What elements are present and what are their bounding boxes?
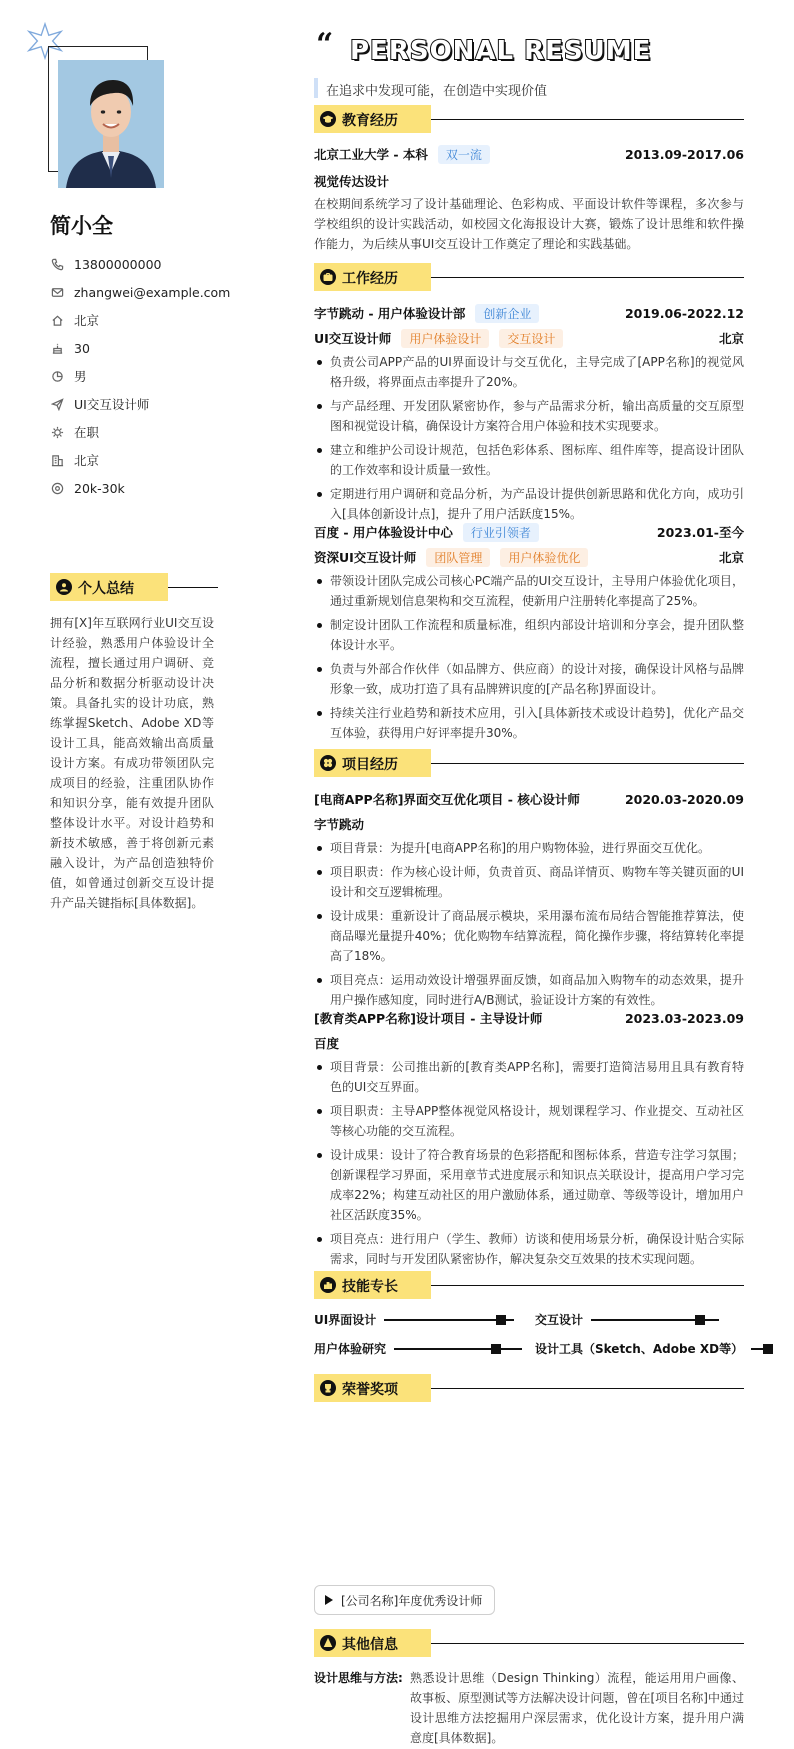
chart-icon [320,1277,336,1293]
job-2-company-row [314,522,744,542]
job-1-company: 字节跳动 - 用户体验设计部 [314,306,466,321]
project-2-date: 2023.03-2023.09 [624,1010,744,1026]
info-location-text: 北京 [74,313,100,328]
other-label: 设计思维与方法: [314,1671,403,1685]
job-1-role-row [314,328,744,348]
list-item: 项目亮点：进行用户（学生、教师）访谈和使用场景分析，确保设计贴合实际需求，同时与开发团队紧密协作，解决复杂交互效果的技术实现问题。 [314,1229,744,1269]
education-major-row [314,171,744,191]
play-icon [325,1595,333,1605]
info-position [50,390,240,418]
project-1-org-row [314,814,744,834]
project-2-org: 百度 [314,1036,340,1051]
job-1-role-tag: 交互设计 [499,329,563,348]
list-item: 负责与外部合作伙伴（如品牌方、供应商）的设计对接，确保设计风格与品牌形象一致，成功打造了具有品牌辨识度的[产品名称]界面设计。 [314,659,744,699]
projects-section-header [314,749,744,777]
work-title: 工作经历 [342,271,398,287]
projects-header-line [431,763,744,764]
briefcase-icon [320,269,336,285]
job-2-role-tag: 团队管理 [426,548,490,567]
list-item: 项目背景：公司推出新的[教育类APP名称]，需要打造简洁易用且具有教育特色的UI交互界面。 [314,1057,744,1097]
age-icon [50,341,64,355]
phone-icon [50,257,64,271]
job-1-bullets [314,352,744,528]
list-item: 设计成果：重新设计了商品展示模块，采用瀑布流布局结合智能推荐算法，使商品曝光量提升40%；优化购物车结算流程，简化操作步骤，将结算转化率提高了18%。 [314,906,744,966]
education-tag: 双一流 [438,145,490,164]
info-age [50,334,240,362]
info-age-text: 30 [74,340,90,356]
job-2-company: 百度 - 用户体验设计中心 [314,525,453,540]
job-2-role-row [314,547,744,567]
info-icon [320,1635,336,1651]
other-header-line [431,1643,744,1644]
mail-icon [50,285,64,299]
education-description: 在校期间系统学习了设计基础理论、色彩构成、平面设计软件等课程，多次参与学校组织的设计实践活动，如校园文化海报设计大赛，锻炼了设计思维和软件操作能力，为后续从事UI交互设计工作奠定了理论和实践基础。 [314,197,744,251]
awards-header-line [431,1388,744,1389]
list-item: 设计成果：设计了符合教育场景的色彩搭配和图标体系，营造专注学习氛围；创新课程学习界面，采用章节式进度展示和知识点关联设计，提高用户学习完成率22%；构建互动社区的用户激励体系，通过勋章、等级等设计，增加用户社区活跃度35%。 [314,1145,744,1225]
skills-header-line [431,1285,744,1286]
skill-bar [751,1348,769,1350]
project-1-org: 字节跳动 [314,817,365,832]
sidebar [0,0,240,1749]
education-row [314,144,744,164]
grid-icon [320,755,336,771]
project-1-bullets [314,838,744,1014]
info-salary [50,474,240,502]
info-work-city [50,446,240,474]
project-1-name: [电商APP名称]界面交互优化项目 - 核心设计师 [314,792,580,807]
skill-level-knob [695,1315,705,1325]
job-1-company-tag: 创新企业 [475,304,539,323]
summary-section-header [50,573,218,601]
other-text: 熟悉设计思维（Design Thinking）流程，能运用用户画像、故事板、原型测试等方法解决设计问题，曾在[项目名称]中通过设计思维方法挖掘用户深层需求，优化设计方案，提升用户满意度[具体数据]。 [410,1671,744,1745]
list-item: 项目职责：主导APP整体视觉风格设计，规划课程学习、作业提交、互动社区等核心功能的交互流程。 [314,1101,744,1141]
info-work-city-text: 北京 [74,453,100,468]
awards-section-header [314,1374,744,1402]
project-2-org-row [314,1033,744,1053]
info-phone [50,250,240,278]
education-title: 教育经历 [342,113,398,129]
other-section-header [314,1629,744,1657]
job-2-company-tag: 行业引领者 [463,523,539,542]
skill-level-knob [496,1315,506,1325]
skill-name: UI界面设计 [314,1313,377,1327]
work-header-line [431,277,744,278]
summary-text: 拥有[X]年互联网行业UI交互设计经验，熟悉用户体验设计全流程，擅长通过用户调研、竞品分析和数据分析驱动设计决策。具备扎实的设计功底，熟练掌握Sketch、Adobe XD等设计工具，能高效输出高质量设计方案。有成功带领团队完成项目的经验，注重团队协作和知识分享，能有效提升团队整体设计水平。对设计趋势和新技术敏感，善于将创新元素融入设计，为产品创造独特价值，如曾通过创新交互设计提升产品关键指标[具体数据]。 [50,616,214,910]
home-icon [50,313,64,327]
list-item: 与产品经理、开发团队紧密协作，参与产品需求分析，输出高质量的交互原型图和视觉设计稿，确保设计方案符合用户体验和技术实现要求。 [314,396,744,436]
motto-text: 在追求中发现可能，在创造中实现价值 [326,84,548,99]
info-gender-text: 男 [74,369,87,384]
skill-item [535,1311,719,1328]
project-2-name: [教育类APP名称]设计项目 - 主导设计师 [314,1011,543,1026]
skill-level-knob [763,1344,773,1354]
job-2-role: 资深UI交互设计师 [314,550,417,565]
avatar [58,60,164,188]
other-title: 其他信息 [342,1637,398,1653]
other-info-row [314,1668,744,1748]
list-item: 项目职责：作为核心设计师，负责首页、商品详情页、购物车等关键页面的UI设计和交互逻辑梳理。 [314,862,744,902]
education-date: 2013.09-2017.06 [624,146,744,162]
job-1-date: 2019.06-2022.12 [624,305,744,321]
list-item: 持续关注行业趋势和新技术应用，引入[具体新技术或设计趋势]，优化产品交互体验，获得用户好评率提升30%。 [314,703,744,743]
job-1-city: 北京 [718,331,744,346]
skill-name: 设计工具（Sketch、Adobe XD等） [535,1342,744,1356]
awards-title: 荣誉奖项 [342,1382,398,1398]
profile-name: 简小全 [50,214,113,238]
salary-icon [50,481,64,495]
list-item: 负责公司APP产品的UI界面设计与交互优化，主导完成了[APP名称]的视觉风格升级，将界面点击率提升了20%。 [314,352,744,392]
job-2-role-tag: 用户体验优化 [500,548,588,567]
info-status-text: 在职 [74,425,100,440]
skills-title: 技能专长 [342,1279,398,1295]
skill-bar [384,1319,514,1321]
skill-item [314,1340,522,1357]
skill-name: 用户体验研究 [314,1342,387,1356]
list-item: 带领设计团队完成公司核心PC端产品的UI交互设计，主导用户体验优化项目，通过重新规划信息架构和交互流程，使新用户注册转化率提高了25%。 [314,571,744,611]
summary-header-line [168,587,218,588]
info-gender [50,362,240,390]
skill-name: 交互设计 [535,1313,584,1327]
skill-level-knob [491,1344,501,1354]
building-icon [50,453,64,467]
info-email [50,278,240,306]
job-1-role-tag: 用户体验设计 [401,329,489,348]
skill-item [314,1311,514,1328]
send-icon [50,397,64,411]
skills-section-header [314,1271,744,1299]
trophy-icon [320,1380,336,1396]
list-item: 定期进行用户调研和竞品分析，为产品设计提供创新思路和优化方向，成功引入[具体创新设计点]，提升了用户活跃度15%。 [314,484,744,524]
list-item: 项目背景：为提升[电商APP名称]的用户购物体验，进行界面交互优化。 [314,838,744,858]
education-section-header [314,105,744,133]
gender-icon [50,369,64,383]
project-1-row [314,789,744,809]
quote-mark-icon: “ [316,27,334,62]
list-item: 项目亮点：运用动效设计增强界面反馈，如商品加入购物车的动态效果，提升用户操作感知度，同时进行A/B测试，验证设计方案的有效性。 [314,970,744,1010]
graduation-cap-icon [320,111,336,127]
info-status [50,418,240,446]
award-text: [公司名称]年度优秀设计师 [341,1593,483,1608]
education-school: 北京工业大学 - 本科 [314,147,428,162]
skill-bar [591,1319,719,1321]
list-item: 制定设计团队工作流程和质量标准，组织内部设计培训和分享会，提升团队整体设计水平。 [314,615,744,655]
job-2-date: 2023.01-至今 [656,525,744,540]
job-2-city: 北京 [718,550,744,565]
motto-accent-bar [314,78,318,98]
info-location [50,306,240,334]
person-icon [56,579,72,595]
summary-title: 个人总结 [78,581,134,597]
work-section-header [314,263,744,291]
info-email-text: zhangwei@example.com [74,284,231,300]
education-major: 视觉传达设计 [314,174,390,189]
list-item: 建立和维护公司设计规范，包括色彩体系、图标库、组件库等，提高设计团队的工作效率和设计质量一致性。 [314,440,744,480]
education-header-line [431,119,744,120]
job-1-company-row [314,303,744,323]
project-2-bullets [314,1057,744,1273]
job-1-role: UI交互设计师 [314,331,392,346]
skill-bar [394,1348,522,1350]
award-item [314,1585,495,1615]
skill-item [535,1340,769,1357]
info-position-text: UI交互设计师 [74,397,150,412]
contact-info-list [50,250,240,502]
job-2-bullets [314,571,744,747]
info-phone-text: 13800000000 [74,256,162,272]
projects-title: 项目经历 [342,757,398,773]
project-2-row [314,1008,744,1028]
resume-title: PERSONAL RESUME [350,36,652,66]
project-1-date: 2020.03-2020.09 [624,791,744,807]
info-salary-text: 20k-30k [74,480,125,496]
status-icon [50,425,64,439]
